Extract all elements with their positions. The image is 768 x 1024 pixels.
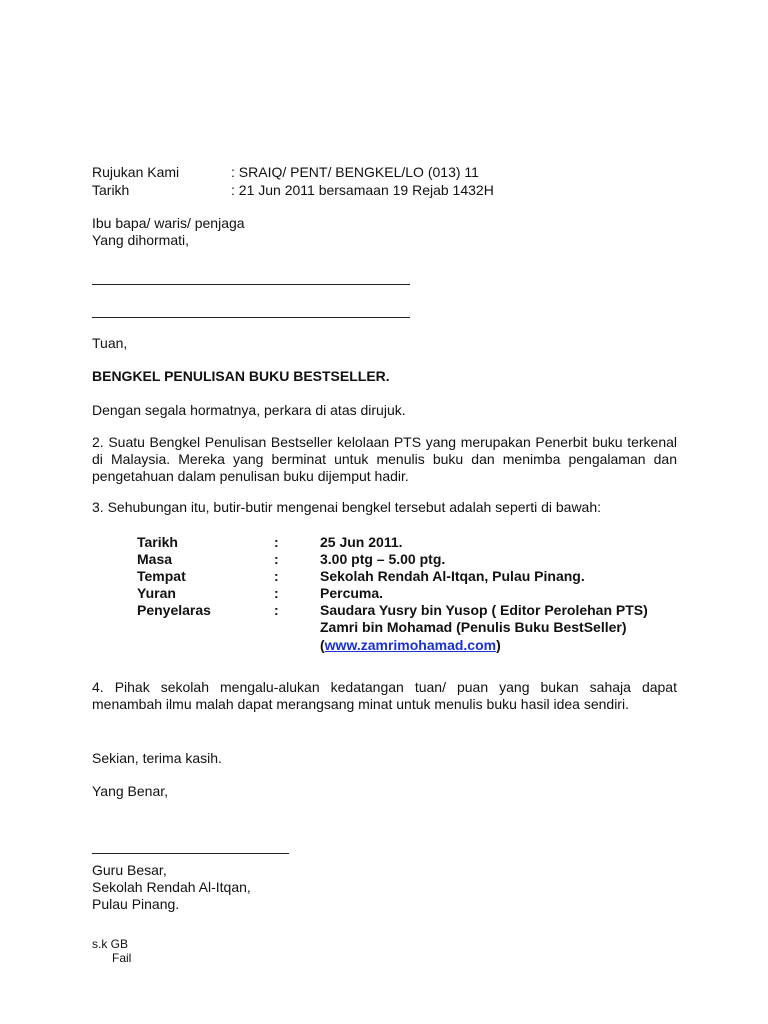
- salutation: Tuan,: [92, 335, 128, 351]
- reference-value: : SRAIQ/ PENT/ BENGKEL/LO (013) 11: [231, 164, 479, 180]
- details-label: Tempat: [137, 568, 186, 584]
- recipient-greeting: Yang dihormati,: [92, 232, 190, 248]
- closing-thanks: Sekian, terima kasih.: [92, 750, 222, 766]
- cc-line: s.k GB: [92, 937, 129, 951]
- paren-open: (: [320, 637, 325, 653]
- signature-line: [92, 853, 289, 854]
- details-label: Penyelaras: [137, 602, 211, 618]
- details-colon: :: [274, 534, 279, 550]
- address-blank-line: [92, 284, 410, 285]
- signatory-school: Sekolah Rendah Al-Itqan,: [92, 879, 251, 895]
- details-value: Saudara Yusry bin Yusop ( Editor Perolehan PTS): [320, 602, 648, 618]
- details-value: Sekolah Rendah Al-Itqan, Pulau Pinang.: [320, 568, 585, 584]
- details-colon: :: [274, 585, 279, 601]
- paragraph-3: 3. Sehubungan itu, butir-butir mengenai bengkel tersebut adalah seperti di bawah:: [92, 499, 602, 515]
- address-blank-line: [92, 317, 410, 318]
- website-line: [320, 637, 501, 654]
- details-label: Masa: [137, 551, 173, 567]
- date-label: Tarikh: [92, 182, 130, 198]
- recipient-line: Ibu bapa/ waris/ penjaga: [92, 215, 245, 231]
- website-link[interactable]: www.zamrimohamad.com: [324, 637, 497, 653]
- paragraph-2: 2. Suatu Bengkel Penulisan Bestseller kelolaan PTS yang merupakan Penerbit buku terkenal di Malaysia. Mereka yang berminat untuk menulis buku dan menimba pengalaman dan pengetahuan dalam penulisan buku dijemput hadir.: [92, 434, 677, 484]
- cc-file: Fail: [112, 951, 132, 965]
- details-label: Yuran: [137, 585, 176, 601]
- paragraph-4: 4. Pihak sekolah mengalu-alukan kedatangan tuan/ puan yang bukan sahaja dapat menambah ilmu malah dapat merangsang minat untuk menulis buku hasil idea sendiri.: [92, 679, 677, 712]
- details-colon: :: [274, 568, 279, 584]
- paragraph-1: Dengan segala hormatnya, perkara di atas dirujuk.: [92, 402, 406, 418]
- details-colon: :: [274, 602, 279, 618]
- details-value: Percuma.: [320, 585, 384, 601]
- details-value: Zamri bin Mohamad (Penulis Buku BestSeller): [320, 619, 627, 635]
- signatory-title: Guru Besar,: [92, 862, 167, 878]
- details-value: 3.00 ptg – 5.00 ptg.: [320, 551, 446, 567]
- details-label: Tarikh: [137, 534, 178, 550]
- reference-label: Rujukan Kami: [92, 164, 180, 180]
- date-value: : 21 Jun 2011 bersamaan 19 Rejab 1432H: [231, 182, 494, 198]
- signatory-place: Pulau Pinang.: [92, 896, 180, 912]
- subject-heading: BENGKEL PENULISAN BUKU BESTSELLER.: [92, 368, 390, 384]
- closing-yours: Yang Benar,: [92, 783, 169, 799]
- paren-close: ): [496, 637, 501, 653]
- details-value: 25 Jun 2011.: [320, 534, 403, 550]
- details-colon: :: [274, 551, 279, 567]
